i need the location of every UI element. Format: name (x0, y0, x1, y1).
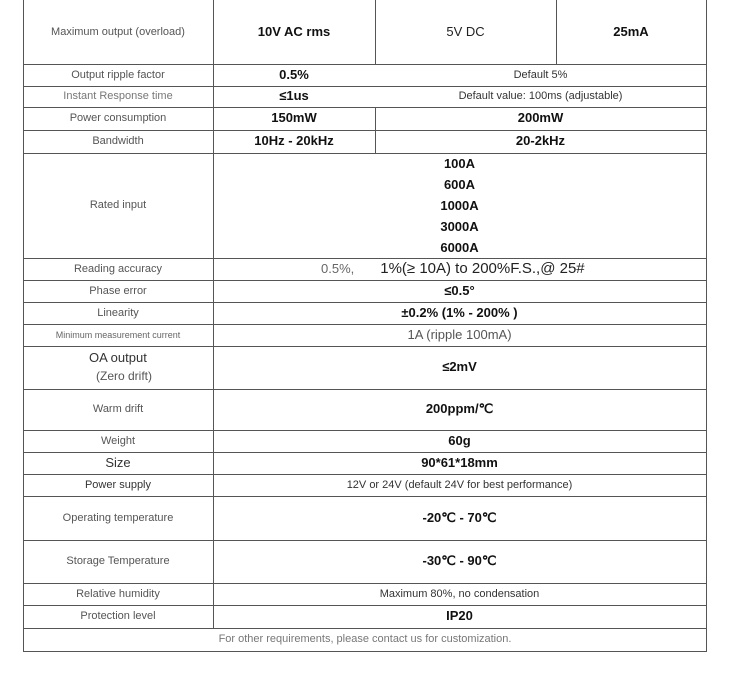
warm-drift-value: 200ppm/℃ (425, 401, 494, 417)
accuracy-value-2: 1%(≥ 10A) to 200%F.S.,@ 25# (380, 260, 585, 278)
phase-error-value: ≤0.5° (444, 282, 475, 298)
rated-input-value: 100A (443, 156, 476, 171)
max-output-dc: 5V DC (446, 23, 485, 39)
accuracy-label: Reading accuracy (73, 262, 163, 275)
ripple-label: Output ripple factor (71, 68, 165, 81)
power-supply-value: 12V or 24V (default 24V for best performance) (346, 478, 573, 491)
size-value: 90*61*18mm (421, 454, 498, 470)
humidity-value: Maximum 80%, no condensation (379, 587, 540, 600)
oa-output-label-line-2: (Zero drift) (96, 369, 153, 383)
linearity-label: Linearity (97, 306, 139, 319)
rated-input-label: Rated input (89, 199, 147, 212)
ripple-value: 0.5% (279, 66, 309, 82)
bandwidth-value-1: 10Hz - 20kHz (254, 133, 334, 149)
power-consumption-value-2: 200mW (517, 110, 564, 126)
max-output-label: Maximum output (overload) (51, 25, 185, 38)
bandwidth-label: Bandwidth (92, 135, 144, 148)
protection-label: Protection level (80, 610, 156, 623)
footer-note: For other requirements, please contact us for customization. (218, 633, 512, 646)
linearity-value: ±0.2% (1% - 200% ) (401, 304, 518, 320)
weight-value: 60g (448, 432, 471, 448)
min-current-value: 1A (ripple 100mA) (407, 326, 512, 342)
bandwidth-value-2: 20-2kHz (515, 133, 566, 149)
weight-label: Weight (100, 434, 136, 447)
power-consumption-label: Power consumption (69, 112, 167, 125)
max-output-current: 25mA (613, 23, 649, 39)
phase-error-label: Phase error (89, 284, 147, 297)
ripple-default: Default 5% (513, 68, 568, 81)
oa-output-label-line-1: OA output (89, 350, 147, 365)
rated-input-values (213, 153, 706, 258)
oa-output-value: ≤2mV (442, 359, 477, 375)
max-output-ac: 10V AC rms (257, 23, 331, 39)
storage-temp-value: -30℃ - 90℃ (422, 553, 497, 569)
response-label: Instant Response time (63, 90, 173, 103)
power-supply-label: Power supply (84, 478, 152, 491)
protection-value: IP20 (446, 608, 473, 624)
size-label: Size (105, 454, 131, 470)
rated-input-value: 3000A (440, 219, 479, 234)
accuracy-values (213, 258, 706, 280)
response-value: ≤1us (279, 88, 309, 104)
op-temp-value: -20℃ - 70℃ (422, 509, 497, 525)
rated-input-value: 6000A (440, 240, 479, 255)
oa-output-label (23, 346, 213, 389)
rated-input-value: 1000A (440, 198, 479, 213)
spec-table (23, 0, 707, 652)
power-consumption-value-1: 150mW (271, 110, 317, 126)
response-default: Default value: 100ms (adjustable) (458, 90, 623, 103)
accuracy-value-1: 0.5%, (321, 260, 355, 276)
humidity-label: Relative humidity (76, 587, 160, 600)
storage-temp-label: Storage Temperature (66, 555, 170, 568)
min-current-label: Minimum measurement current (55, 329, 181, 340)
rated-input-value: 600A (443, 177, 476, 192)
op-temp-label: Operating temperature (62, 511, 174, 524)
warm-drift-label: Warm drift (92, 403, 144, 416)
